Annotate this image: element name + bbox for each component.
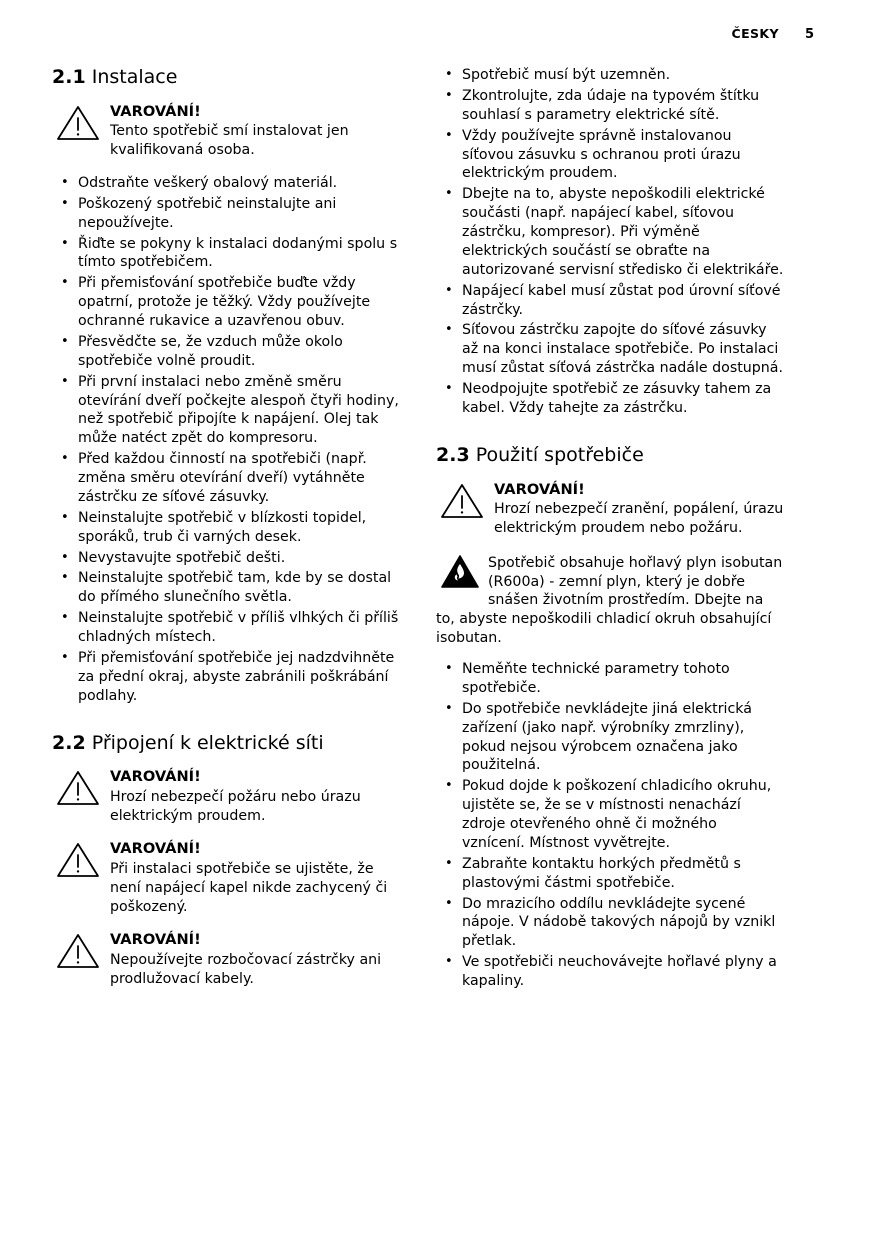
header-page-number: 5 bbox=[804, 27, 814, 42]
section-heading-2-3 bbox=[436, 444, 784, 468]
flammable-gas-paragraph: Spotřebič obsahuje hořlavý plyn isobutan (R600a) - zemní plyn, který je dobře snášen životním prostředím. Dbejte na to, abyste nepoškodili chladicí okruh obsahující isobutan. bbox=[436, 554, 783, 647]
warning-text-wrap bbox=[110, 930, 400, 988]
warning-text-wrap bbox=[110, 102, 400, 160]
warning-title: VAROVÁNÍ! bbox=[494, 480, 585, 498]
warning-title: VAROVÁNÍ! bbox=[110, 102, 201, 120]
list-item: • Při přemisťování spotřebiče jej nadzdvihněte za přední okraj, abyste zabránili poškrábání podlahy. bbox=[52, 649, 400, 706]
warning-text: Hrozí nebezpečí požáru nebo úrazu elektrickým proudem. bbox=[110, 788, 361, 824]
list-item: • Dbejte na to, abyste nepoškodili elektrické součásti (např. napájecí kabel, síťovou zástrčku, kompresor). Při výměně elektrických součástí se obraťte na autorizované servisní středisko či elektrikáře. bbox=[436, 185, 784, 279]
list-item: • Při přemisťování spotřebiče buďte vždy opatrní, protože je těžký. Vždy používejte ochranné rukavice a uzavřenou obuv. bbox=[52, 274, 400, 331]
list-item: • Napájecí kabel musí zůstat pod úrovní síťové zástrčky. bbox=[436, 282, 784, 320]
right-column bbox=[436, 66, 784, 1003]
two-column-body bbox=[52, 66, 822, 1003]
warning-triangle-icon bbox=[56, 930, 100, 988]
warning-text: Při instalaci spotřebiče se ujistěte, že není napájecí kapel nikde zachycený či poškozený. bbox=[110, 860, 388, 915]
list-item: • Přesvědčte se, že vzduch může okolo spotřebiče volně proudit. bbox=[52, 333, 400, 371]
warning-text-wrap bbox=[110, 767, 400, 825]
warning-triangle-icon bbox=[440, 480, 484, 538]
list-item: • Neinstalujte spotřebič v blízkosti topidel, sporáků, trub či varných desek. bbox=[52, 509, 400, 547]
warning-text: Nepoužívejte rozbočovací zástrčky ani prodlužovací kabely. bbox=[110, 951, 382, 987]
section-heading-2-2 bbox=[52, 732, 400, 756]
list-item: • Řiďte se pokyny k instalaci dodanými spolu s tímto spotřebičem. bbox=[52, 235, 400, 273]
install-bullet-list bbox=[52, 174, 400, 706]
list-item: • Zabraňte kontaktu horkých předmětů s plastovými částmi spotřebiče. bbox=[436, 855, 784, 893]
list-item: • Do spotřebiče nevkládejte jiná elektrická zařízení (jako např. výrobníky zmrzliny), pokud nejsou výrobcem označena jako použitelná. bbox=[436, 700, 784, 776]
list-item: • Zkontrolujte, zda údaje na typovém štítku souhlasí s parametry elektrické sítě. bbox=[436, 87, 784, 125]
flammable-warning-icon bbox=[440, 554, 480, 596]
section-title: Použití spotřebiče bbox=[475, 443, 644, 466]
list-item: • Pokud dojde k poškození chladicího okruhu, ujistěte se, že se v místnosti nenachází zdroje otevřeného ohně či možného vznícení. Místnost vyvětrejte. bbox=[436, 777, 784, 853]
list-item: • Neinstalujte spotřebič tam, kde by se dostal do přímého slunečního světla. bbox=[52, 569, 400, 607]
section-number: 2.2 bbox=[52, 731, 86, 754]
warning-block-use bbox=[436, 480, 784, 538]
list-item: • Spotřebič musí být uzemněn. bbox=[436, 66, 784, 85]
list-item: • Poškozený spotřebič neinstalujte ani nepoužívejte. bbox=[52, 195, 400, 233]
list-item: • Ve spotřebiči neuchovávejte hořlavé plyny a kapaliny. bbox=[436, 953, 784, 991]
use-bullet-list bbox=[436, 660, 784, 991]
warning-text: Hrozí nebezpečí zranění, popálení, úrazu elektrickým proudem nebo požáru. bbox=[494, 500, 784, 536]
flammable-gas-paragraph-wrap bbox=[436, 554, 784, 648]
warning-block-electric-3 bbox=[52, 930, 400, 988]
warning-triangle-icon bbox=[56, 839, 100, 916]
electric-bullet-list bbox=[436, 66, 784, 418]
header-language: ČESKY bbox=[731, 26, 779, 41]
warning-text: Tento spotřebič smí instalovat jen kvalifikovaná osoba. bbox=[110, 123, 349, 159]
warning-text-wrap bbox=[494, 480, 784, 538]
warning-triangle-icon bbox=[56, 102, 100, 160]
warning-block-electric-2 bbox=[52, 839, 400, 916]
list-item: • Nevystavujte spotřebič dešti. bbox=[52, 549, 400, 568]
section-title: Připojení k elektrické síti bbox=[91, 731, 324, 754]
section-heading-2-1 bbox=[52, 66, 400, 90]
left-column bbox=[52, 66, 400, 1003]
section-number: 2.3 bbox=[436, 443, 470, 466]
list-item: • Do mrazicího oddílu nevkládejte sycené nápoje. V nádobě takových nápojů by vznikl přetlak. bbox=[436, 895, 784, 952]
warning-title: VAROVÁNÍ! bbox=[110, 840, 201, 858]
warning-block-electric-1 bbox=[52, 767, 400, 825]
warning-title: VAROVÁNÍ! bbox=[110, 768, 201, 786]
page-header bbox=[52, 26, 822, 52]
list-item: • Neodpojujte spotřebič ze zásuvky tahem za kabel. Vždy tahejte za zástrčku. bbox=[436, 380, 784, 418]
warning-block-install bbox=[52, 102, 400, 160]
warning-text-wrap bbox=[110, 839, 400, 916]
list-item: • Vždy používejte správně instalovanou síťovou zásuvku s ochranou proti úrazu elektrickým proudem. bbox=[436, 127, 784, 184]
list-item: • Při první instalaci nebo změně směru otevírání dveří počkejte alespoň čtyři hodiny, než spotřebič připojíte k napájení. Olej tak může natéct zpět do kompresoru. bbox=[52, 373, 400, 449]
list-item: • Neinstalujte spotřebič v příliš vlhkých či příliš chladných místech. bbox=[52, 609, 400, 647]
warning-triangle-icon bbox=[56, 767, 100, 825]
list-item: • Před každou činností na spotřebiči (např. změna směru otevírání dveří) vytáhněte zástrčku ze síťové zásuvky. bbox=[52, 450, 400, 507]
section-title: Instalace bbox=[91, 66, 178, 88]
list-item: • Odstraňte veškerý obalový materiál. bbox=[52, 174, 400, 193]
list-item: • Síťovou zástrčku zapojte do síťové zásuvky až na konci instalace spotřebiče. Po instalaci musí zůstat síťová zástrčka nadále dostupná. bbox=[436, 321, 784, 378]
section-number: 2.1 bbox=[52, 66, 86, 88]
warning-title: VAROVÁNÍ! bbox=[110, 931, 201, 949]
list-item: • Neměňte technické parametry tohoto spotřebiče. bbox=[436, 660, 784, 698]
